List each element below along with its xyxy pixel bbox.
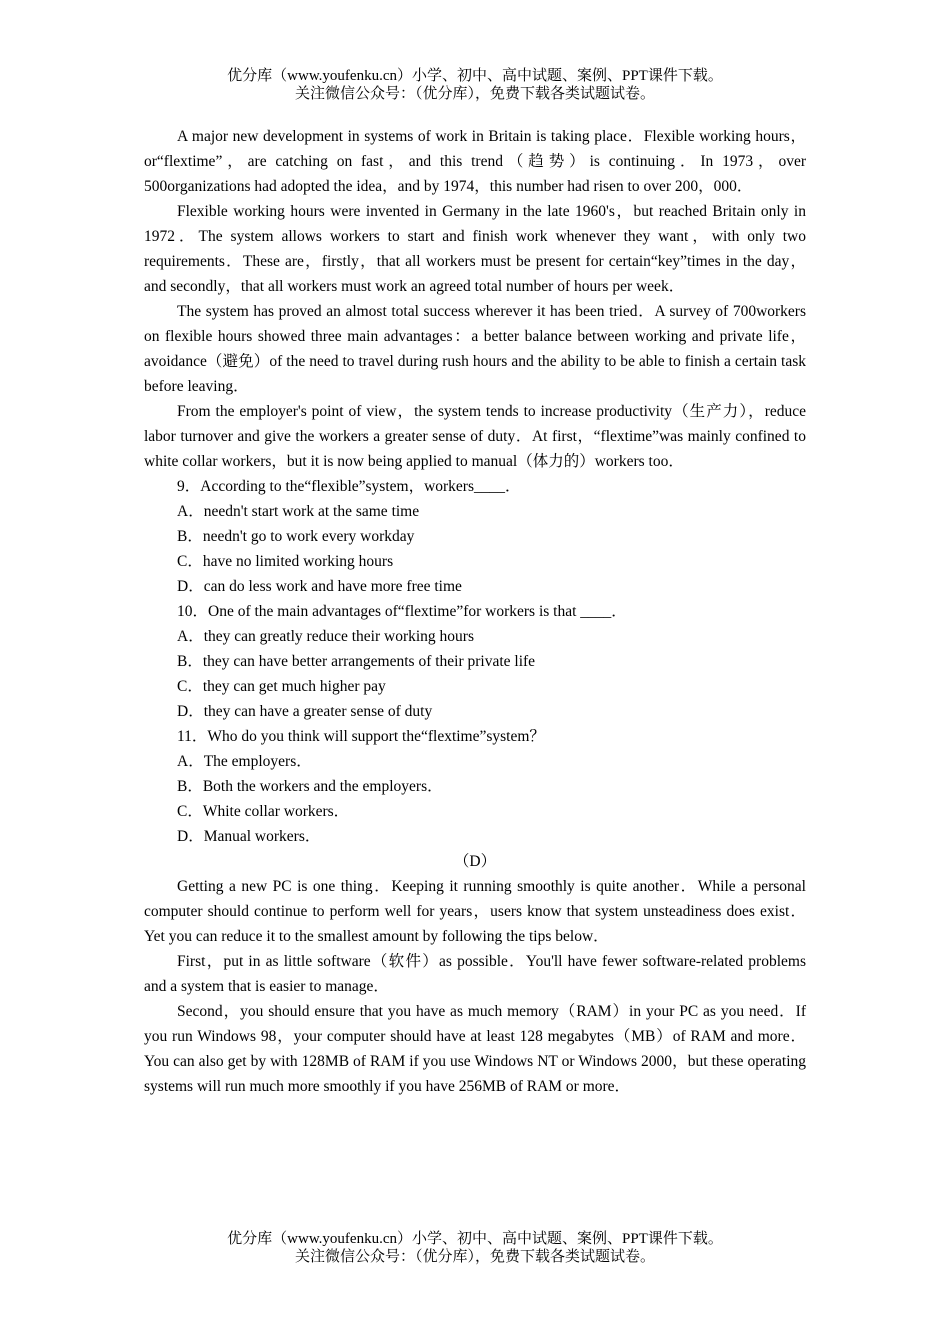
answer-option: C．White collar workers． <box>177 803 350 820</box>
section-heading: （D） <box>453 853 497 870</box>
header-line-1: 优分库（www.youfenku.cn）小学、初中、高中试题、案例、PPT课件下载。 <box>227 68 723 84</box>
passage-paragraph: Flexible working hours were invented in Germany in the late 1960's，but reached Britain only in 1972．The system allows workers to start and finish work whenever they want，with only two requirements．These are，firstly，that all workers must be present for certain“key”times in the day，and secondly，that all workers must work an agreed total number of hours per week． <box>144 203 806 295</box>
page-footer <box>0 1230 950 1266</box>
answer-option: B．they can have better arrangements of their private life <box>177 653 536 670</box>
answer-option: D．Manual workers． <box>177 828 321 845</box>
answer-option: B．Both the workers and the employers． <box>177 778 443 795</box>
answer-option: D．they can have a greater sense of duty <box>177 703 433 720</box>
answer-option: A．needn't start work at the same time <box>177 503 420 520</box>
question-stem: 10．One of the main advantages of“flextime”for workers is that ____． <box>177 603 627 620</box>
document-body <box>144 124 806 1099</box>
answer-option: A．The employers． <box>177 753 312 770</box>
answer-option: C．they can get much higher pay <box>177 678 386 695</box>
answer-option: D．can do less work and have more free time <box>177 578 462 595</box>
answer-option: A．they can greatly reduce their working hours <box>177 628 474 645</box>
question-stem: 9．According to the“flexible”system，workers____． <box>177 478 521 495</box>
footer-line-1: 优分库（www.youfenku.cn）小学、初中、高中试题、案例、PPT课件下载。 <box>227 1231 723 1247</box>
footer-line-2: 关注微信公众号：（优分库），免费下载各类试题试卷。 <box>294 1249 655 1265</box>
question-stem: 11．Who do you think will support the“flextime”system？ <box>177 728 545 745</box>
page-header <box>0 67 950 103</box>
passage-paragraph: A major new development in systems of work in Britain is taking place．Flexible working hours，or“flextime”，are catching on fast，and this trend（趋势）is continuing．In 1973，over 500organizations had adopted the idea，and by 1974，this number had risen to over 200，000． <box>144 128 806 195</box>
passage-paragraph: Getting a new PC is one thing．Keeping it running smoothly is quite another．While a personal computer should continue to perform well for years，users know that system unsteadiness does exist．Yet you can reduce it to the smallest amount by following the tips below． <box>144 878 806 945</box>
passage-paragraph: Second，you should ensure that you have as much memory（RAM）in your PC as you need．If you run Windows 98，your computer should have at least 128 megabytes（MB）of RAM and more．You can also get by with 128MB of RAM if you use Windows NT or Windows 2000，but these operating systems will run much more smoothly if you have 256MB of RAM or more． <box>144 1003 806 1095</box>
passage-paragraph: From the employer's point of view，the system tends to increase productivity（生产力），reduce labor turnover and give the workers a greater sense of duty．At first，“flextime”was mainly confined to white collar workers，but it is now being applied to manual（体力的）workers too． <box>144 403 806 470</box>
passage-paragraph: The system has proved an almost total success wherever it has been tried．A survey of 700workers on flexible hours showed three main advantages：a better balance between working and private life，avoidance（避免）of the need to travel during rush hours and the ability to be able to finish a certain task before leaving． <box>144 303 806 395</box>
header-line-2: 关注微信公众号：（优分库），免费下载各类试题试卷。 <box>294 86 655 102</box>
answer-option: C．have no limited working hours <box>177 553 394 570</box>
passage-paragraph: First，put in as little software（软件）as possible．You'll have fewer software-related problems and a system that is easier to manage． <box>144 953 806 995</box>
answer-option: B．needn't go to work every workday <box>177 528 415 545</box>
